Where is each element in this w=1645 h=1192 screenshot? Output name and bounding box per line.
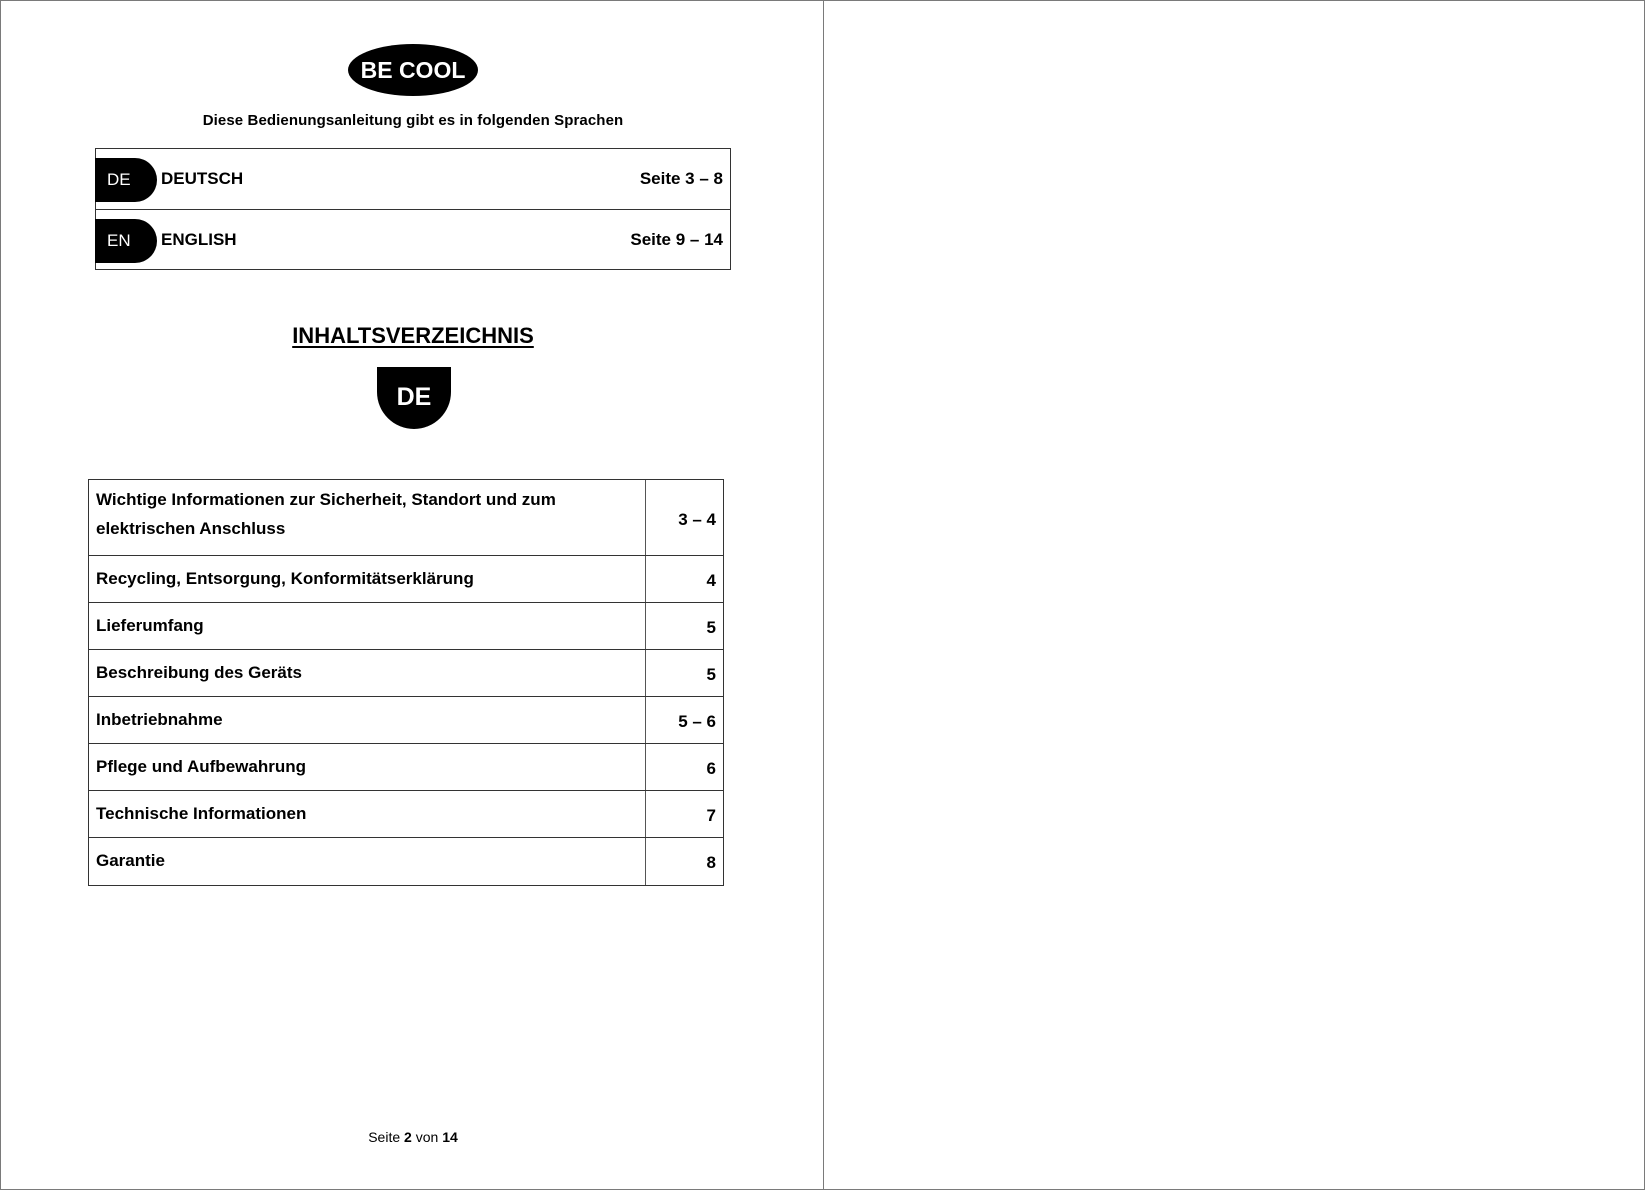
column-divider — [645, 650, 646, 696]
logo-text: BE COOL — [360, 57, 466, 83]
toc-row — [89, 791, 723, 838]
toc-entry-title: Garantie — [96, 851, 165, 870]
toc-entry-title: Technische Informationen — [96, 804, 307, 823]
toc-row — [89, 838, 723, 885]
be-cool-logo — [347, 43, 479, 97]
column-divider — [645, 556, 646, 602]
toc-row — [89, 650, 723, 697]
language-name: ENGLISH — [161, 230, 237, 249]
languages-table — [95, 148, 731, 270]
language-code-badge: DE — [95, 158, 157, 202]
column-divider — [645, 603, 646, 649]
footer-middle: von — [415, 1129, 439, 1145]
language-row — [96, 149, 730, 210]
toc-row — [89, 744, 723, 791]
column-divider — [645, 697, 646, 743]
language-pages: Seite 9 – 14 — [630, 230, 723, 249]
document-page-right-blank — [823, 0, 1645, 1190]
toc-row — [89, 556, 723, 603]
languages-intro: Diese Bedienungsanleitung gibt es in folgenden Sprachen — [202, 112, 624, 129]
toc-entry-page: 4 — [706, 571, 716, 590]
toc-entry-title: Wichtige Informationen zur Sicherheit, Standort und zum elektrischen Anschluss — [96, 490, 556, 538]
toc-entry-page: 5 – 6 — [678, 712, 716, 731]
language-row — [96, 210, 730, 269]
toc-heading: INHALTSVERZEICHNIS — [292, 323, 534, 348]
toc-entry-title: Recycling, Entsorgung, Konformitätserklärung — [96, 569, 474, 588]
language-name: DEUTSCH — [161, 169, 244, 188]
language-code-badge: EN — [95, 219, 157, 263]
toc-row — [89, 697, 723, 744]
toc-entry-title: Inbetriebnahme — [96, 710, 223, 729]
toc-entry-page: 3 – 4 — [678, 510, 716, 529]
toc-entry-title: Pflege und Aufbewahrung — [96, 757, 306, 776]
column-divider — [645, 838, 646, 885]
toc-entry-page: 7 — [706, 806, 716, 825]
toc-entry-page: 6 — [706, 759, 716, 778]
toc-entry-page: 5 — [706, 665, 716, 684]
toc-entry-title: Lieferumfang — [96, 616, 204, 635]
footer-current-page: 2 — [404, 1129, 412, 1145]
toc-entry-title: Beschreibung des Geräts — [96, 663, 302, 682]
toc-entry-page: 8 — [706, 853, 716, 872]
column-divider — [645, 791, 646, 837]
toc-language-badge: DE — [377, 367, 451, 429]
toc-table — [88, 479, 724, 886]
toc-entry-page: 5 — [706, 618, 716, 637]
page-number-footer — [1, 1129, 825, 1145]
footer-prefix: Seite — [368, 1129, 401, 1145]
column-divider — [645, 480, 646, 555]
language-pages: Seite 3 – 8 — [639, 169, 723, 188]
toc-row — [89, 603, 723, 650]
footer-total-pages: 14 — [442, 1129, 458, 1145]
column-divider — [645, 744, 646, 790]
toc-row — [89, 480, 723, 556]
